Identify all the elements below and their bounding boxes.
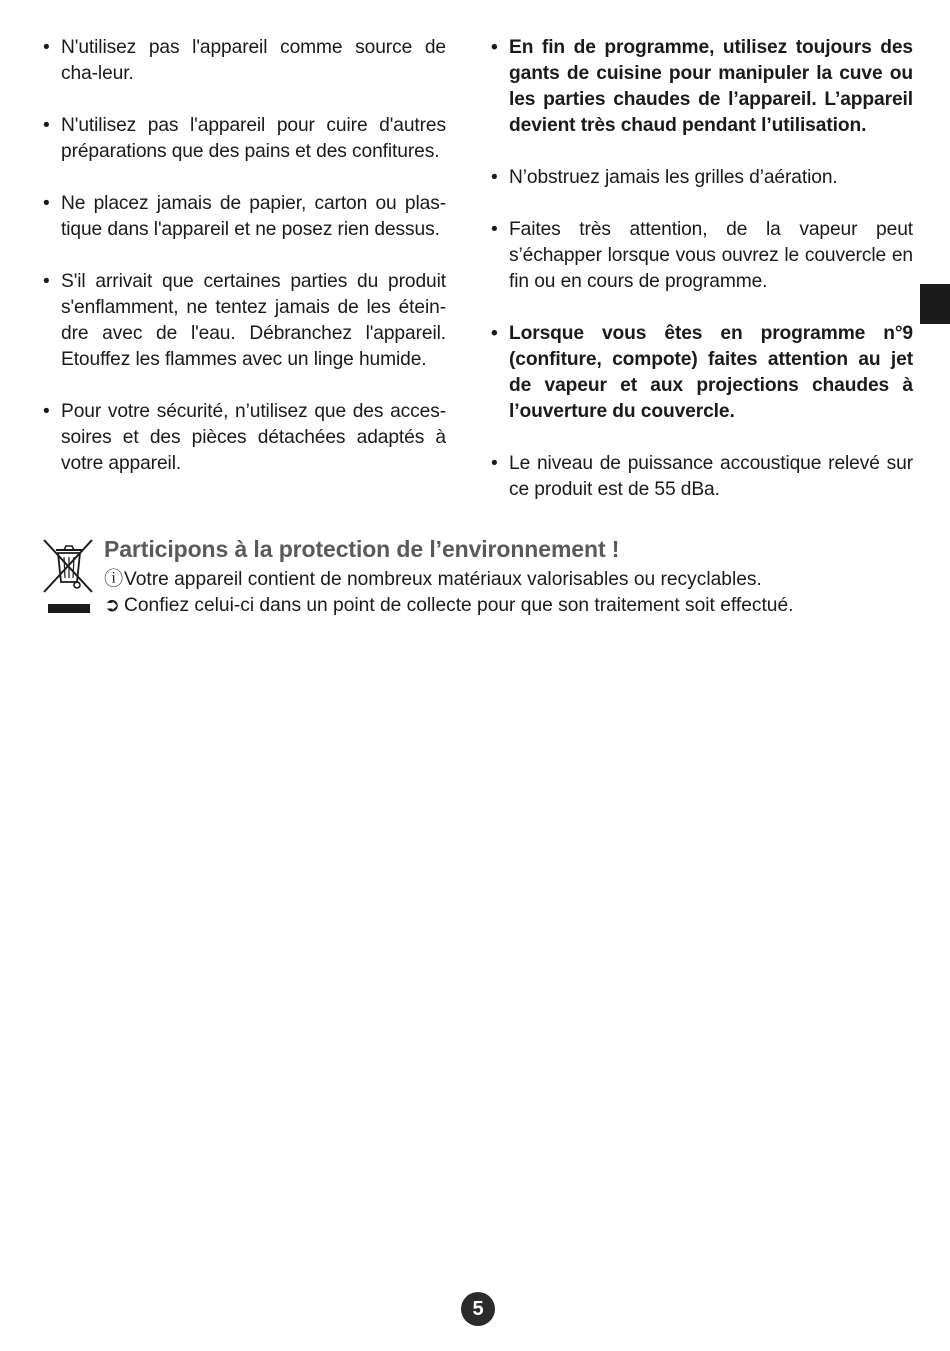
safety-item-warning: • En fin de programme, utilisez toujours des gants de cuisine pour manipuler la cuve ou les parties chaudes de l’appareil. L’appareil devient très chaud pendant l’utilisation.	[490, 35, 913, 139]
section-tab-marker	[920, 284, 950, 324]
safety-item: • Ne placez jamais de papier, carton ou plas-tique dans l'appareil et ne posez rien dessus.	[42, 191, 446, 243]
crossed-out-wheelie-bin-icon	[42, 538, 96, 618]
safety-item: • S'il arrivait que certaines parties du produit s'enflamment, ne tentez jamais de les étein-dre avec de l'eau. Débranchez l'appareil. Etouffez les flammes avec un linge humide.	[42, 269, 446, 373]
environment-info-text: Votre appareil contient de nombreux matériaux valorisables ou recyclables.	[124, 569, 762, 590]
safety-item: • Le niveau de puissance accoustique relevé sur ce produit est de 55 dBa.	[490, 451, 913, 503]
page-number-badge: 5	[461, 1292, 495, 1326]
environment-instruction-line	[104, 592, 793, 619]
safety-item: • N'utilisez pas l'appareil comme source de cha-leur.	[42, 35, 446, 87]
left-column	[42, 35, 446, 503]
safety-item-warning: • Lorsque vous êtes en programme n°9 (confiture, compote) faites attention au jet de vapeur et aux projections chaudes à l’ouverture du couvercle.	[490, 321, 913, 425]
safety-item: • N'utilisez pas l'appareil pour cuire d'autres préparations que des pains et des confitures.	[42, 113, 446, 165]
safety-item: • Faites très attention, de la vapeur peut s’échapper lorsque vous ouvrez le couvercle en fin ou en cours de programme.	[490, 217, 913, 295]
info-icon: ⓘ	[104, 567, 124, 590]
safety-item: • N’obstruez jamais les grilles d’aération.	[490, 165, 913, 191]
environment-info-line	[104, 566, 762, 593]
environment-instruction-text: Confiez celui-ci dans un point de collecte pour que son traitement soit effectué.	[124, 595, 794, 616]
safety-item: • Pour votre sécurité, n’utilisez que des acces-soires et des pièces détachées adaptés à votre appareil.	[42, 399, 446, 477]
right-column	[490, 35, 913, 529]
environment-title: Participons à la protection de l’environnement !	[104, 536, 620, 562]
arrow-right-icon: ➲	[104, 593, 121, 616]
